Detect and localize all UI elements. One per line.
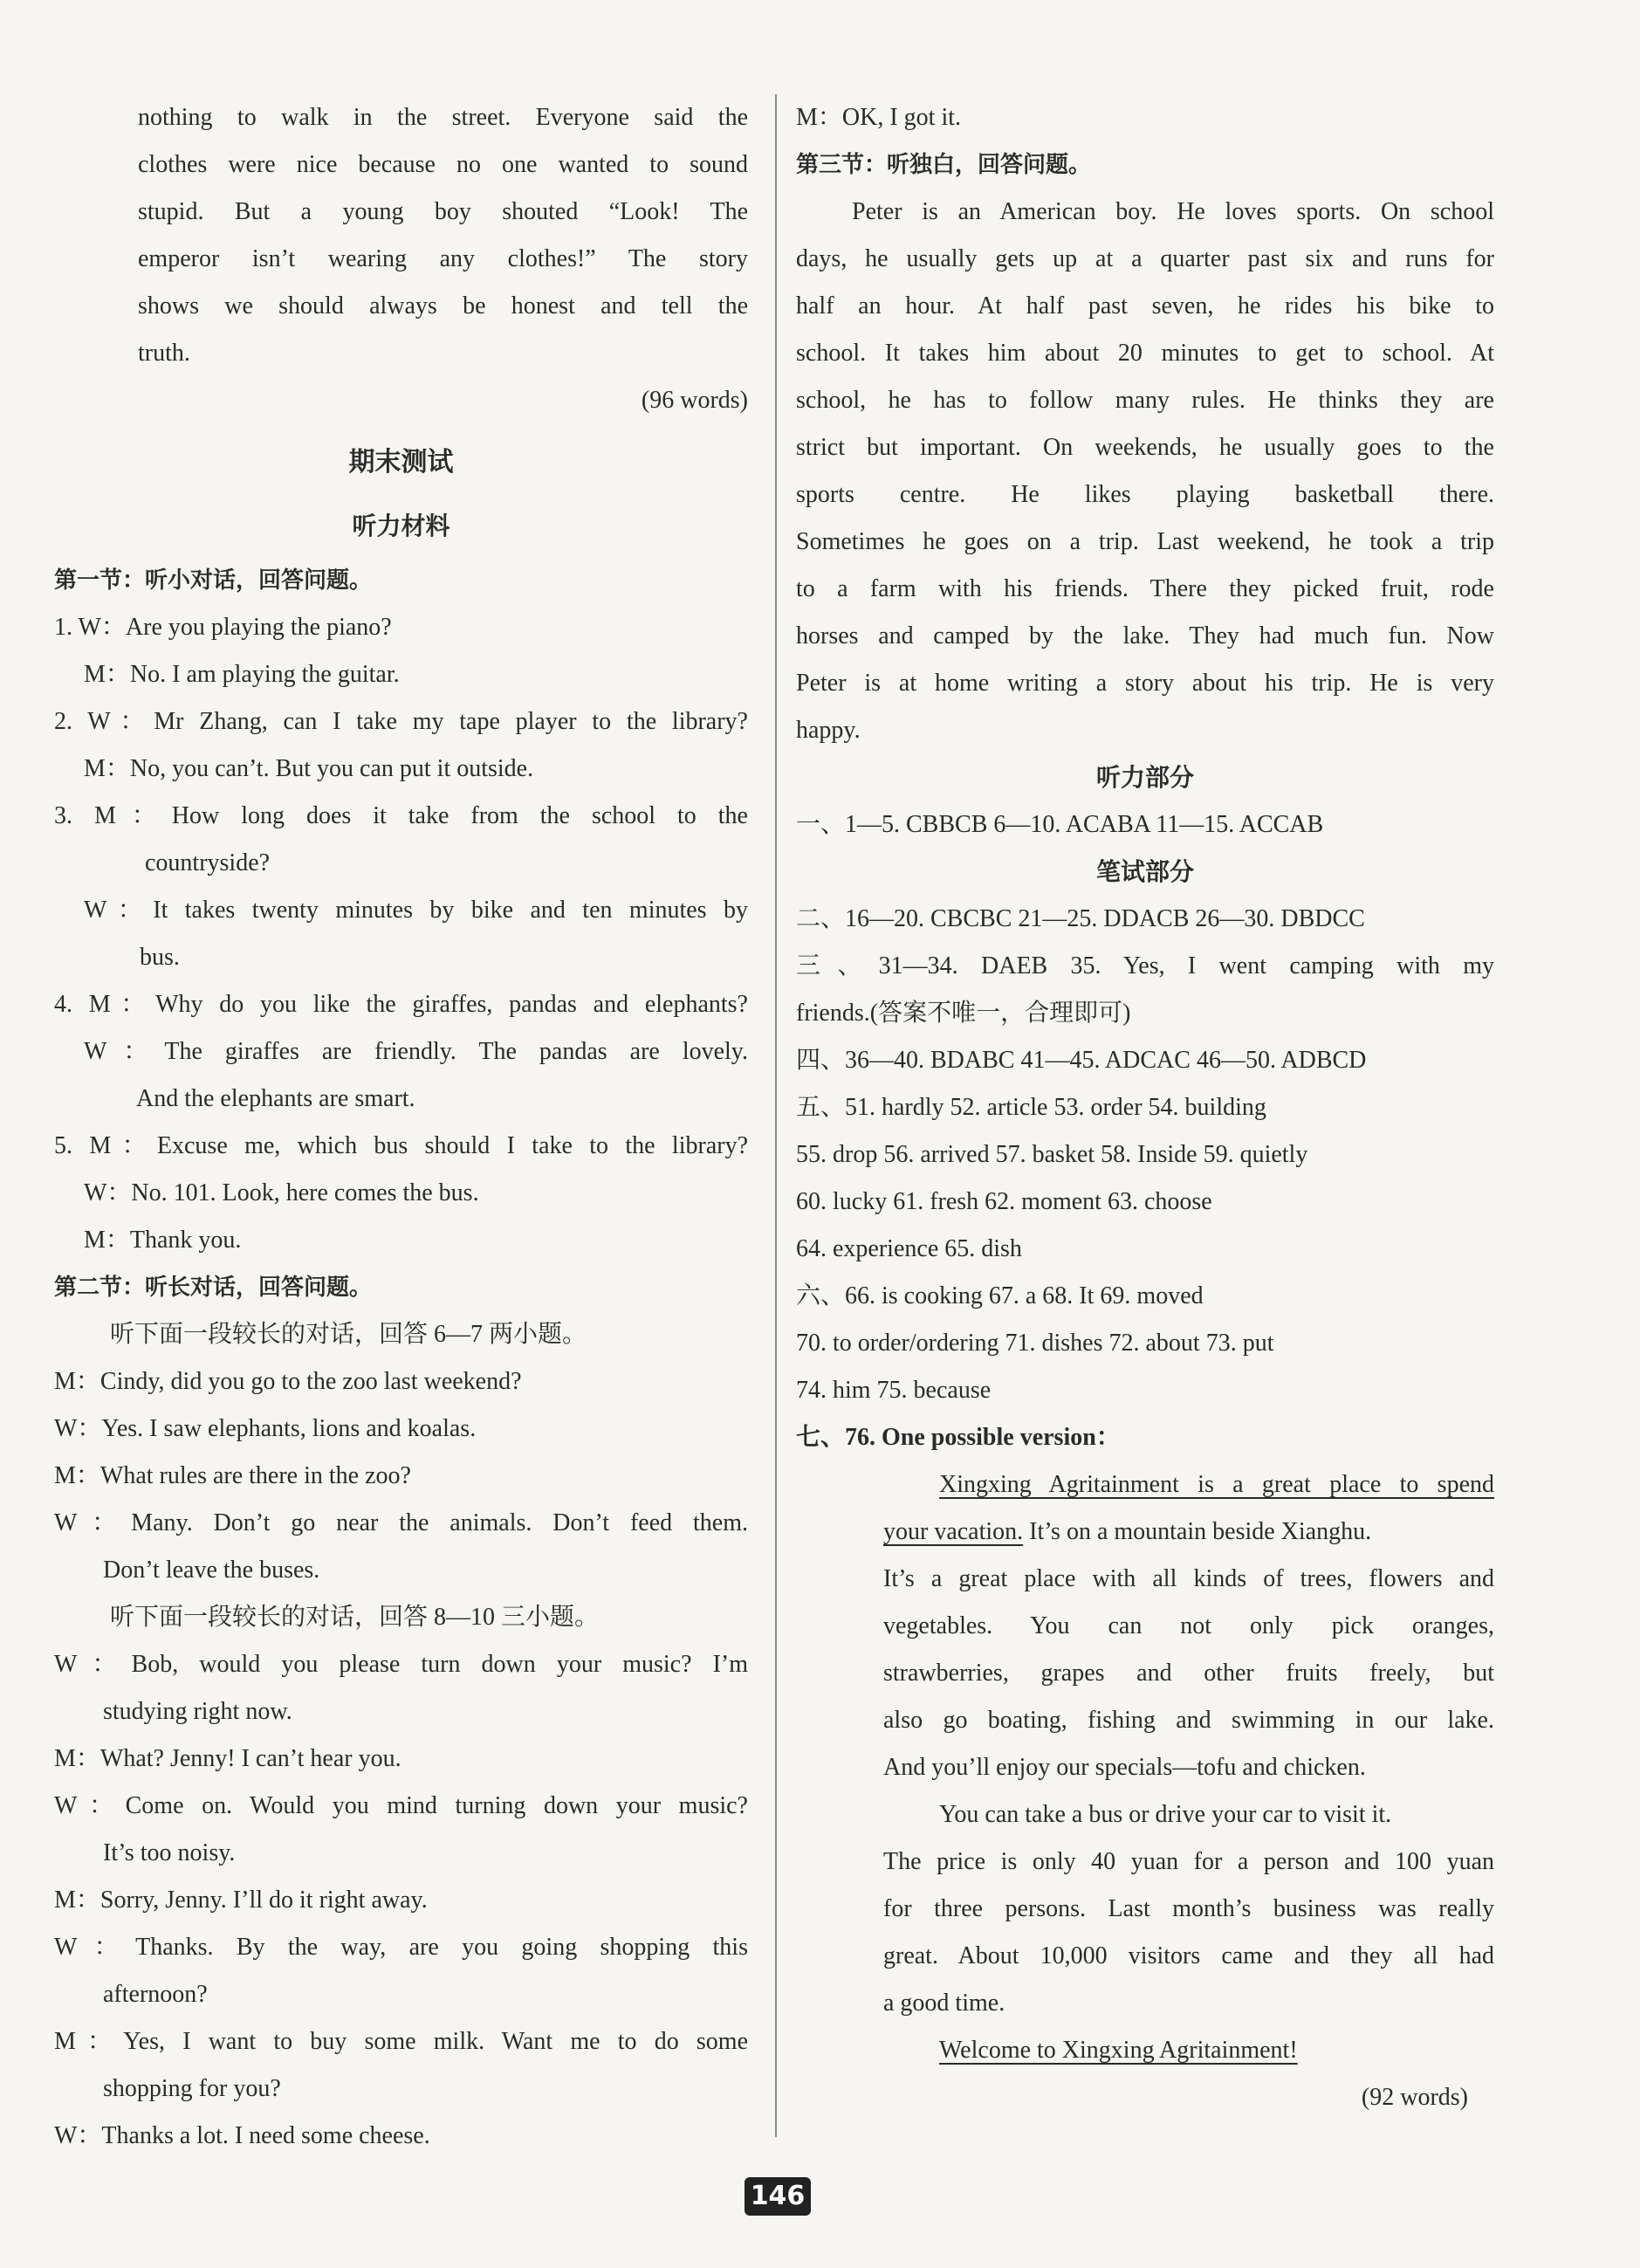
essay-line: vegetables. You can not only pick oranges,: [883, 1612, 1494, 1639]
essay-title-line: [796, 1509, 1494, 1556]
listening-part-title: 听力部分: [1095, 763, 1194, 792]
answers-line: 二、16—20. CBCBC 21—25. DDACB 26—30. DBDCC: [796, 905, 1365, 932]
dialogue-line: studying right now.: [103, 1698, 292, 1725]
dialogue-line: M：Thank you.: [84, 1227, 242, 1254]
exam-title: 期末测试: [348, 447, 454, 478]
essay-intro: 七、76. One possible version：: [796, 1424, 1121, 1451]
answers-line: 四、36—40. BDABC 41—45. ADCAC 46—50. ADBCD: [796, 1047, 1367, 1074]
essay-word-count: (92 words): [1361, 2084, 1468, 2111]
essay-line: It’s a great place with all kinds of trees, flowers and: [883, 1565, 1494, 1592]
essay-line: also go boating, fishing and swimming in our lake.: [883, 1707, 1494, 1734]
monologue-line: school, he has to follow many rules. He thinks they are: [796, 387, 1494, 414]
essay-title-line: [796, 1461, 1494, 1509]
dialogue-line: W：Bob, would you please turn down your music? I’m: [54, 1651, 748, 1678]
column-divider: [775, 94, 777, 2137]
dialogue-line: It’s too noisy.: [103, 1839, 236, 1866]
dialogue-line: W：Thanks a lot. I need some cheese.: [54, 2122, 430, 2149]
dialogue-line: 1. W：Are you playing the piano?: [54, 614, 392, 641]
answers-line: friends.(答案不唯一，合理即可): [796, 1000, 1131, 1027]
dialogue-line: 3. M：How long does it take from the school to the: [54, 802, 748, 829]
dialogue-line: shopping for you?: [103, 2075, 281, 2102]
essay-closing-line: [796, 2027, 1494, 2074]
answers-line: 五、51. hardly 52. article 53. order 54. building: [796, 1094, 1266, 1121]
essay-closing: Welcome to Xingxing Agritainment!: [939, 2037, 1298, 2064]
essay-text: It’s on a mountain beside Xianghu.: [1023, 1518, 1372, 1545]
monologue-line: Peter is an American boy. He loves sports. On school: [852, 198, 1494, 225]
dialogue-line: countryside?: [145, 849, 271, 876]
listening-title: 听力材料: [352, 512, 450, 540]
dialogue-line: W：Many. Don’t go near the animals. Don’t feed them.: [54, 1509, 748, 1536]
answers-line: 64. experience 65. dish: [796, 1235, 1022, 1262]
monologue-line: days, he usually gets up at a quarter past six and runs for: [796, 245, 1494, 272]
dialogue-line: M：Yes, I want to buy some milk. Want me to do some: [54, 2028, 748, 2055]
monologue-line: Sometimes he goes on a trip. Last weekend, he took a trip: [796, 528, 1494, 555]
monologue-line: school. It takes him about 20 minutes to get to school. At: [796, 340, 1494, 367]
dialogue-line: W：Thanks. By the way, are you going shopping this: [54, 1934, 748, 1961]
dialogue-line: And the elephants are smart.: [136, 1085, 415, 1112]
right-column: [796, 94, 1494, 2121]
dialogue-line: W：Yes. I saw elephants, lions and koalas.: [54, 1415, 477, 1442]
story-line: shows we should always be honest and tell the: [138, 292, 748, 320]
story-line: stupid. But a young boy shouted “Look! The: [138, 198, 748, 225]
story-word-count: (96 words): [641, 387, 748, 414]
answers-line: 55. drop 56. arrived 57. basket 58. Inside 59. quietly: [796, 1141, 1308, 1168]
monologue-line: to a farm with his friends. There they picked fruit, rode: [796, 575, 1494, 602]
left-column: [54, 94, 748, 2160]
dialogue-line: 4. M：Why do you like the giraffes, pandas and elephants?: [54, 991, 748, 1018]
story-line: truth.: [138, 340, 190, 367]
monologue-line: horses and camped by the lake. They had much fun. Now: [796, 622, 1494, 649]
dialogue-line: M：OK, I got it.: [796, 104, 962, 131]
monologue-line: Peter is at home writing a story about his trip. He is very: [796, 670, 1494, 697]
section2-title: 第二节：听长对话，回答问题。: [54, 1275, 373, 1301]
essay-line: strawberries, grapes and other fruits freely, but: [883, 1660, 1494, 1687]
story-line: clothes were nice because no one wanted to sound: [138, 151, 748, 178]
dialogue-line: M：What? Jenny! I can’t hear you.: [54, 1745, 401, 1772]
essay-line: You can take a bus or drive your car to visit it.: [939, 1801, 1392, 1828]
dialogue-line: W：Come on. Would you mind turning down your music?: [54, 1792, 748, 1819]
dialogue-line: M：No. I am playing the guitar.: [84, 661, 400, 688]
dialogue-line: 2. W：Mr Zhang, can I take my tape player to the library?: [54, 708, 748, 735]
answers-line: 三、31—34. DAEB 35. Yes, I went camping with my: [796, 952, 1494, 979]
dialogue-line: M：Cindy, did you go to the zoo last weekend?: [54, 1368, 522, 1395]
essay-line: for three persons. Last month’s business was really: [883, 1895, 1494, 1922]
essay-line: And you’ll enjoy our specials—tofu and chicken.: [883, 1754, 1366, 1781]
section3-title: 第三节：听独白，回答问题。: [796, 152, 1092, 178]
dialogue-line: M：What rules are there in the zoo?: [54, 1462, 411, 1489]
monologue-line: strict but important. On weekends, he usually goes to the: [796, 434, 1494, 461]
written-part-title: 笔试部分: [1095, 857, 1194, 886]
essay-title-underlined: your vacation.: [883, 1518, 1024, 1545]
page-number: 146: [745, 2177, 811, 2216]
answers-line: 一、1—5. CBBCB 6—10. ACABA 11—15. ACCAB: [796, 811, 1324, 838]
essay-line: great. About 10,000 visitors came and they all had: [883, 1942, 1494, 1969]
answers-line: 74. him 75. because: [796, 1377, 992, 1404]
long-dialogue-intro: 听下面一段较长的对话，回答 8—10 三小题。: [110, 1604, 600, 1631]
long-dialogue-intro: 听下面一段较长的对话，回答 6—7 两小题。: [110, 1321, 587, 1348]
answers-line: 六、66. is cooking 67. a 68. It 69. moved: [796, 1282, 1204, 1309]
monologue-line: sports centre. He likes playing basketball there.: [796, 481, 1494, 508]
dialogue-line: 5. M：Excuse me, which bus should I take to the library?: [54, 1132, 748, 1159]
monologue-line: happy.: [796, 717, 861, 744]
essay-title-underlined: Xingxing Agritainment is a great place to spend: [939, 1471, 1494, 1498]
dialogue-line: M：Sorry, Jenny. I’ll do it right away.: [54, 1887, 428, 1914]
answers-line: 70. to order/ordering 71. dishes 72. about 73. put: [796, 1330, 1274, 1357]
dialogue-line: bus.: [140, 944, 180, 971]
section1-title: 第一节：听小对话，回答问题。: [54, 567, 373, 594]
answers-line: 60. lucky 61. fresh 62. moment 63. choose: [796, 1188, 1212, 1215]
dialogue-line: W：The giraffes are friendly. The pandas are lovely.: [84, 1038, 748, 1065]
dialogue-line: M：No, you can’t. But you can put it outside.: [84, 755, 534, 782]
story-line: emperor isn’t wearing any clothes!” The story: [138, 245, 748, 272]
essay-line: a good time.: [883, 1990, 1005, 2017]
essay-line: The price is only 40 yuan for a person and 100 yuan: [883, 1848, 1494, 1875]
story-line: nothing to walk in the street. Everyone said the: [138, 104, 748, 131]
dialogue-line: W：No. 101. Look, here comes the bus.: [84, 1179, 479, 1206]
dialogue-line: Don’t leave the buses.: [103, 1557, 320, 1584]
dialogue-line: W：It takes twenty minutes by bike and ten minutes by: [84, 897, 748, 924]
dialogue-line: afternoon?: [103, 1981, 208, 2008]
monologue-line: half an hour. At half past seven, he rides his bike to: [796, 292, 1494, 320]
